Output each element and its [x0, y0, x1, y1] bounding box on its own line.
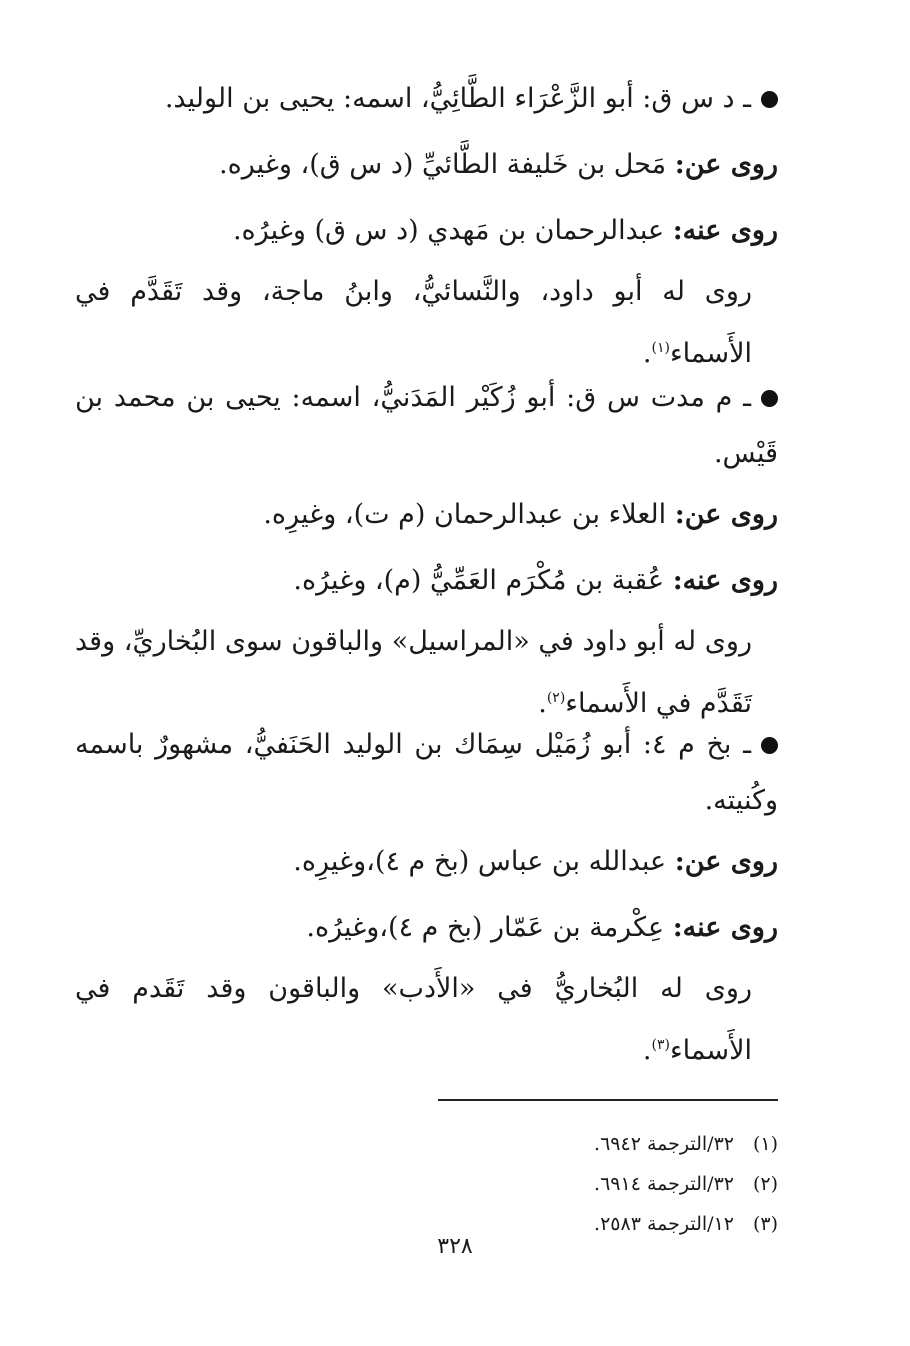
- footnote-text: ٣٢/الترجمة ٦٩٤٢.: [594, 1133, 734, 1155]
- footnote-number: (١): [752, 1133, 778, 1155]
- narrated-by-label: روى عنه:: [672, 912, 778, 943]
- narrated-by-text: عِكْرمة بن عَمّار (بخ م ٤)،وغيرُه.: [306, 912, 665, 943]
- narrated-by-line: [75, 548, 778, 614]
- transmission-note: [75, 961, 778, 1079]
- narrated-from-line: [75, 132, 778, 198]
- footnote-ref: (٣): [651, 1037, 670, 1053]
- entry-2: [75, 370, 778, 732]
- narrated-from-label: روى عن:: [674, 499, 778, 530]
- footnote-item: [378, 1164, 778, 1204]
- entry-1: [75, 66, 778, 382]
- footnote-number: (٢): [752, 1173, 778, 1195]
- narrated-by-label: روى عنه:: [672, 215, 778, 246]
- narrated-from-text: العلاء بن عبدالرحمان (م ت)، وغيرِه.: [263, 499, 667, 530]
- narrated-from-line: [75, 829, 778, 895]
- narrated-from-label: روى عن:: [674, 846, 778, 877]
- footnote-divider: [438, 1099, 778, 1101]
- note-text: روى له أبو داود في «المراسيل» والباقون سوى البُخاريِّ، وقد تَقَدَّم في الأَسماء: [75, 626, 752, 719]
- narrated-by-line: [75, 198, 778, 264]
- narrated-by-label: روى عنه:: [672, 565, 778, 596]
- entry-heading-text: ـ د س ق: أبو الزَّعْرَاء الطَّائِيُّ، اسمه: يحيى بن الوليد.: [164, 83, 751, 114]
- footnote-text: ٣٢/الترجمة ٦٩١٤.: [594, 1173, 734, 1195]
- narrated-from-label: روى عن:: [674, 149, 778, 180]
- footnotes: [378, 1124, 778, 1244]
- entry-3: [75, 717, 778, 1079]
- note-end: .: [642, 1035, 652, 1066]
- entry-heading: [75, 66, 778, 132]
- bullet-icon: [761, 737, 778, 754]
- note-text: روى له أبو داود، والنَّسائيُّ، وابنُ ماجة، وقد تَقَدَّم في الأَسماء: [75, 276, 752, 369]
- narrated-by-line: [75, 895, 778, 961]
- narrated-from-text: مَحل بن خَليفة الطَّائيِّ (د س ق)، وغيره.: [218, 149, 667, 180]
- footnote-item: [378, 1124, 778, 1164]
- footnote-number: (٣): [752, 1213, 778, 1235]
- narrated-by-text: عُقبة بن مُكْرَم العَمِّيُّ (م)، وغيرُه.: [293, 565, 665, 596]
- bullet-icon: [761, 91, 778, 108]
- footnote-ref: (١): [651, 340, 670, 356]
- page-number: ٣٢٨: [437, 1234, 473, 1259]
- narrated-from-text: عبدالله بن عباس (بخ م ٤)،وغيرِه.: [293, 846, 667, 877]
- entry-heading-text: ـ بخ م ٤: أبو زُمَيْل سِمَاك بن الوليد الحَنَفيُّ، مشهورٌ باسمه وكُنيته.: [75, 729, 778, 816]
- transmission-note: [75, 614, 778, 732]
- narrated-from-line: [75, 482, 778, 548]
- entry-heading: [75, 717, 778, 829]
- narrated-by-text: عبدالرحمان بن مَهدي (د س ق) وغيرُه.: [232, 215, 665, 246]
- footnote-text: ١٢/الترجمة ٢٥٨٣.: [594, 1213, 734, 1235]
- bullet-icon: [761, 390, 778, 407]
- entry-heading-text: ـ م مدت س ق: أبو زُكَيْر المَدَنيُّ، اسمه: يحيى بن محمد بن قَيْس.: [75, 382, 778, 469]
- note-text: روى له البُخاريُّ في «الأَدب» والباقون وقد تَقَدم في الأَسماء: [75, 973, 752, 1066]
- footnote-ref: (٢): [546, 690, 566, 706]
- note-end: .: [538, 688, 547, 719]
- entry-heading: [75, 370, 778, 482]
- transmission-note: [75, 264, 778, 382]
- note-end: .: [642, 338, 652, 369]
